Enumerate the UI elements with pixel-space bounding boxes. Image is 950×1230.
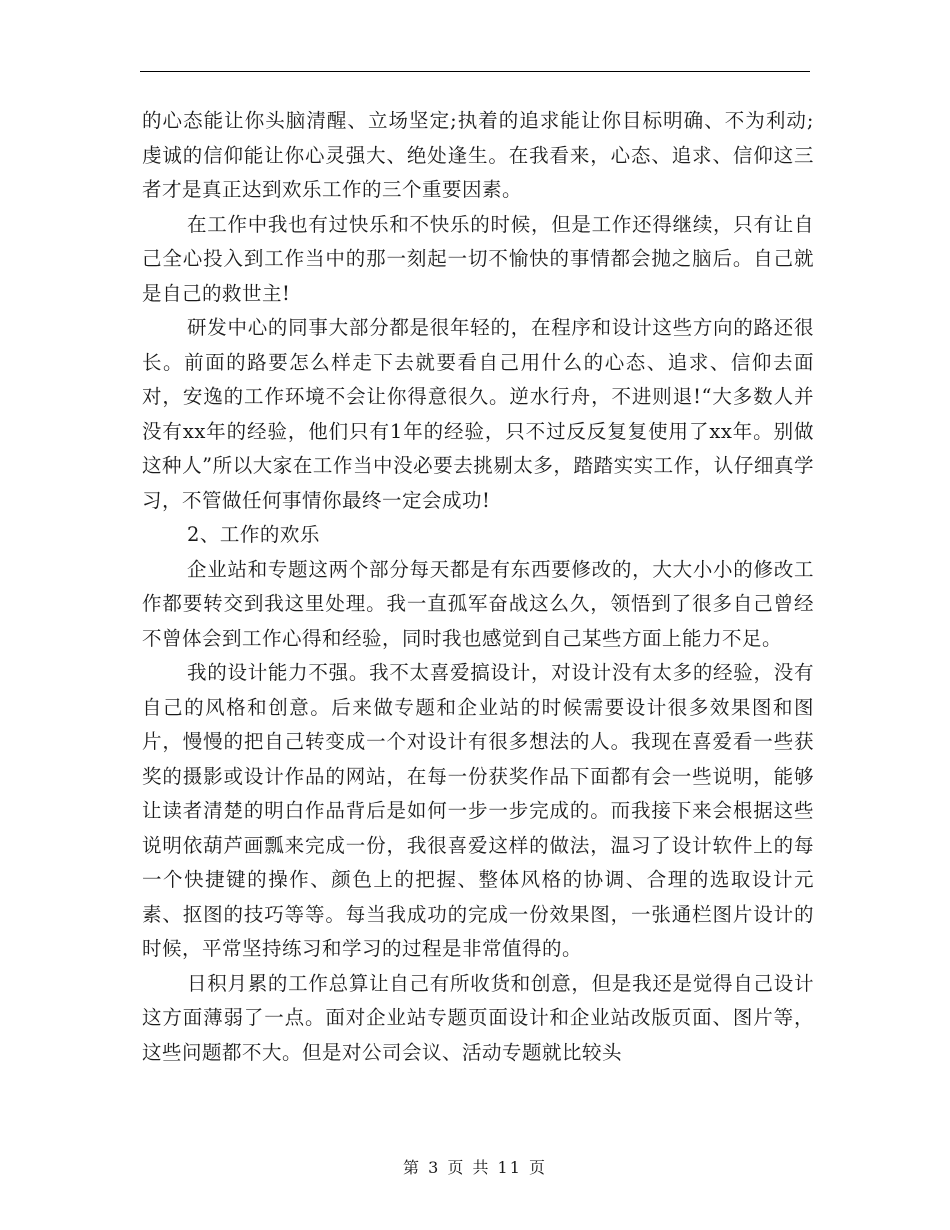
page-number-footer: 第 3 页 共 11 页 bbox=[403, 1158, 547, 1177]
document-body bbox=[142, 104, 814, 1070]
paragraph-6: 日积月累的工作总算让自己有所收货和创意，但是我还是觉得自己设计这方面薄弱了一点。面对企业站专题页面设计和企业站改版页面、图片等，这些问题都不大。但是对公司会议、活动专题就比较头 bbox=[142, 971, 814, 1064]
header-rule bbox=[140, 71, 810, 72]
paragraph-3: 研发中心的同事大部分都是很年轻的，在程序和设计这些方向的路还很长。前面的路要怎么样走下去就要看自己用什么的心态、追求、信仰去面对，安逸的工作环境不会让你得意很久。逆水行舟，不进则退!“大多数人并没有xx年的经验，他们只有1年的经验，只不过反反复复使用了xx年。别做这种人”所以大家在工作当中没必要去挑剔太多，踏踏实实工作，认仔细真学习，不管做任何事情你最终一定会成功! bbox=[142, 316, 814, 512]
paragraph-2: 在工作中我也有过快乐和不快乐的时候，但是工作还得继续，只有让自己全心投入到工作当中的那一刻起一切不愉快的事情都会抛之脑后。自己就是自己的救世主! bbox=[142, 212, 814, 305]
paragraph-1: 的心态能让你头脑清醒、立场坚定;执着的追求能让你目标明确、不为利动;虔诚的信仰能让你心灵强大、绝处逢生。在我看来，心态、追求、信仰这三者才是真正达到欢乐工作的三个重要因素。 bbox=[142, 109, 814, 201]
section-heading: 2、工作的欢乐 bbox=[187, 523, 320, 546]
paragraph-4: 企业站和专题这两个部分每天都是有东西要修改的，大大小小的修改工作都要转交到我这里处理。我一直孤军奋战这么久，领悟到了很多自己曾经不曾体会到工作心得和经验，同时我也感觉到自己某些方面上能力不足。 bbox=[142, 557, 814, 650]
paragraph-5: 我的设计能力不强。我不太喜爱搞设计，对设计没有太多的经验，没有自己的风格和创意。后来做专题和企业站的时候需要设计很多效果图和图片，慢慢的把自己转变成一个对设计有很多想法的人。我现在喜爱看一些获奖的摄影或设计作品的网站，在每一份获奖作品下面都有会一些说明，能够让读者清楚的明白作品背后是如何一步一步完成的。而我接下来会根据这些说明依葫芦画瓢来完成一份，我很喜爱这样的做法，温习了设计软件上的每一个快捷键的操作、颜色上的把握、整体风格的协调、合理的选取设计元素、抠图的技巧等等。每当我成功的完成一份效果图，一张通栏图片设计的时候，平常坚持练习和学习的过程是非常值得的。 bbox=[142, 661, 814, 960]
